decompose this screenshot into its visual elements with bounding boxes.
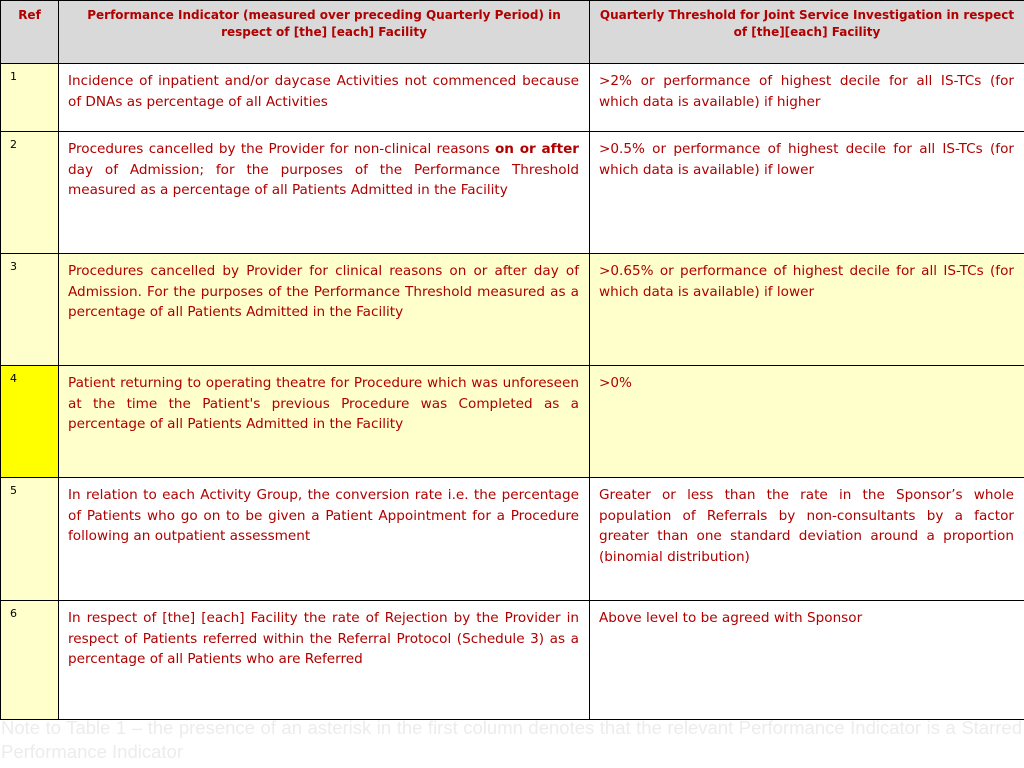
threshold-cell: >2% or performance of highest decile for all IS-TCs (for which data is available) if higher xyxy=(590,64,1024,132)
threshold-cell: >0.5% or performance of highest decile for all IS-TCs (for which data is available) if lower xyxy=(590,132,1024,254)
ref-cell: 1 xyxy=(1,64,59,132)
table-header-row xyxy=(1,1,1024,64)
indicator-cell: Incidence of inpatient and/or daycase Activities not commenced because of DNAs as percentage of all Activities xyxy=(59,64,590,132)
indicator-cell: Patient returning to operating theatre for Procedure which was unforeseen at the time the Patient's previous Procedure was Completed as a percentage of all Patients Admitted in the Facility xyxy=(59,366,590,478)
indicator-cell: In respect of [the] [each] Facility the rate of Rejection by the Provider in respect of Patients referred within the Referral Protocol (Schedule 3) as a percentage of all Patients who are Referred xyxy=(59,601,590,720)
table-row xyxy=(1,132,1024,254)
ref-cell: 2 xyxy=(1,132,59,254)
indicator-cell xyxy=(59,132,590,254)
indicator-column-header: Performance Indicator (measured over preceding Quarterly Period) in respect of [the] [each] Facility xyxy=(59,1,590,64)
ref-cell: 4 xyxy=(1,366,59,478)
ref-cell: 5 xyxy=(1,478,59,601)
ref-cell: 3 xyxy=(1,254,59,366)
table-row xyxy=(1,366,1024,478)
threshold-cell: >0% xyxy=(590,366,1024,478)
threshold-cell: >0.65% or performance of highest decile for all IS-TCs (for which data is available) if lower xyxy=(590,254,1024,366)
indicator-text: Procedures cancelled by the Provider for non-clinical reasons xyxy=(68,141,495,157)
threshold-cell: Greater or less than the rate in the Sponsor’s whole population of Referrals by non-consultants by a factor greater than one standard deviation around a proportion (binomial distribution) xyxy=(590,478,1024,601)
ref-cell: 6 xyxy=(1,601,59,720)
ref-column-header: Ref xyxy=(1,1,59,64)
indicator-emphasis: on or after xyxy=(494,141,579,157)
threshold-cell: Above level to be agreed with Sponsor xyxy=(590,601,1024,720)
threshold-column-header: Quarterly Threshold for Joint Service Investigation in respect of [the][each] Facility xyxy=(590,1,1024,64)
table-row xyxy=(1,64,1024,132)
table-row xyxy=(1,254,1024,366)
table-row xyxy=(1,601,1024,720)
indicator-cell: Procedures cancelled by Provider for clinical reasons on or after day of Admission. For the purposes of the Performance Threshold measured as a percentage of all Patients Admitted in the Facility xyxy=(59,254,590,366)
indicator-cell: In relation to each Activity Group, the conversion rate i.e. the percentage of Patients who go on to be given a Patient Appointment for a Procedure following an outpatient assessment xyxy=(59,478,590,601)
table-footnote: Note to Table 1 – the presence of an asterisk in the first column denotes that the relevant Performance Indicator is a Starred Performance Indicator xyxy=(1,717,1022,762)
indicator-text: day of Admission; for the purposes of the Performance Threshold measured as a percentage of all Patients Admitted in the Facility xyxy=(68,161,579,198)
table-row xyxy=(1,478,1024,601)
